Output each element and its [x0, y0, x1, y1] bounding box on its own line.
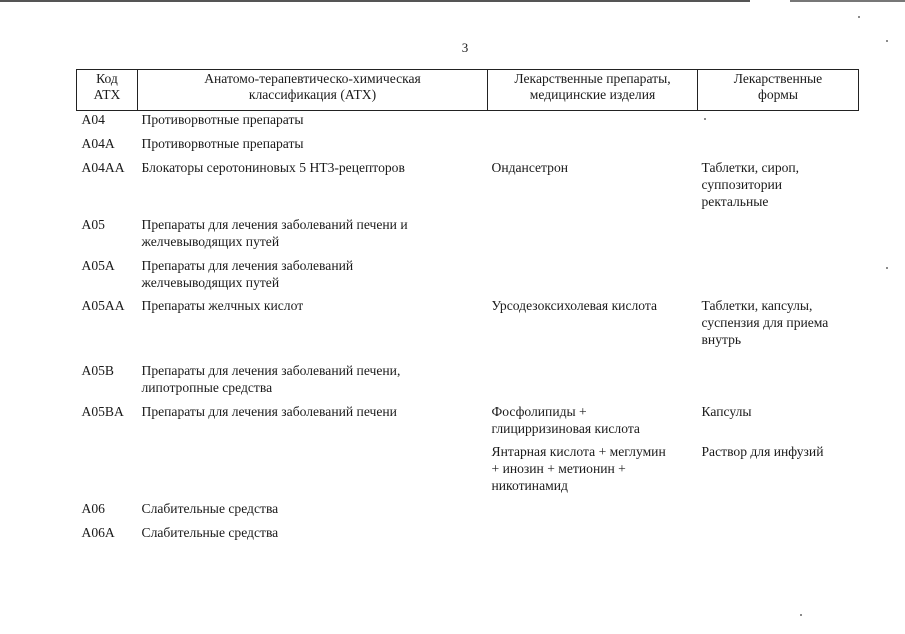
table-row [77, 257, 859, 297]
table-row [77, 443, 859, 500]
atc-classification: Блокаторы серотониновых 5 HT3-рецепторов [141, 160, 405, 175]
table-row [77, 111, 859, 136]
atc-classification: Препараты желчных кислот [141, 298, 304, 313]
scan-top-border [0, 0, 750, 2]
atc-drugs: Ондансетрон [491, 160, 569, 175]
atc-classification: Противорвотные препараты [141, 136, 304, 151]
table-row [77, 297, 859, 362]
header-forms: Лекарственные формы [698, 70, 859, 111]
atc-drugs [488, 216, 698, 257]
table-row [77, 135, 859, 159]
page-number: 3 [461, 40, 469, 55]
atc-forms: Капсулы [701, 404, 752, 419]
table-row [77, 524, 859, 548]
atc-forms [698, 524, 859, 548]
table-row [77, 500, 859, 524]
header-code: Код АТХ [77, 70, 138, 111]
table-header-row [77, 70, 859, 111]
table-row [77, 403, 859, 443]
atc-classification: Препараты для лечения заболеваний печени [141, 404, 397, 419]
atc-code [77, 443, 138, 500]
atc-code: A04AA [81, 160, 125, 175]
atc-classification: Препараты для лечения заболеваний желчевыводящих путей [141, 258, 354, 290]
scan-speck [886, 267, 888, 269]
atc-forms [698, 216, 859, 257]
atc-code: A05A [81, 258, 115, 273]
atc-classification: Противорвотные препараты [141, 112, 304, 127]
atc-classification: Слабительные средства [141, 501, 279, 516]
scan-speck [886, 40, 888, 42]
header-drugs: Лекарственные препараты, медицинские изделия [488, 70, 698, 111]
table-row [77, 159, 859, 216]
table-row [77, 216, 859, 257]
atc-forms [698, 362, 859, 403]
atc-drugs: Урсодезоксихолевая кислота [491, 298, 658, 313]
scan-top-border-right [790, 0, 905, 2]
atc-forms: Таблетки, сироп, суппозитории ректальные [701, 160, 800, 209]
atc-drugs: Фосфолипиды + глицирризиновая кислота [491, 404, 640, 436]
atc-drugs: Янтарная кислота + меглумин + инозин + метионин + никотинамид [491, 444, 666, 493]
atc-forms [698, 500, 859, 524]
atc-code: A04A [81, 136, 115, 151]
atc-forms [698, 135, 859, 159]
atc-code: A06A [81, 525, 115, 540]
atc-forms [698, 257, 859, 297]
atc-code: A06 [81, 501, 105, 516]
scan-speck [858, 16, 860, 18]
atc-classification: Препараты для лечения заболеваний печени и желчевыводящих путей [141, 217, 408, 249]
atc-classification: Слабительные средства [141, 525, 279, 540]
atc-table [76, 69, 859, 548]
atc-code: A05AA [81, 298, 125, 313]
table-row [77, 362, 859, 403]
atc-drugs [488, 135, 698, 159]
atc-code: A05B [81, 363, 114, 378]
atc-code: A05 [81, 217, 105, 232]
atc-classification [138, 443, 488, 500]
scan-speck [704, 118, 706, 120]
atc-drugs [488, 500, 698, 524]
atc-drugs [488, 111, 698, 136]
atc-forms: Таблетки, капсулы, суспензия для приема внутрь [701, 298, 829, 347]
header-classification: Анатомо-терапевтическо-химическая классификация (АТХ) [138, 70, 488, 111]
atc-code: A05BA [81, 404, 124, 419]
atc-classification: Препараты для лечения заболеваний печени, липотропные средства [141, 363, 401, 395]
atc-drugs [488, 362, 698, 403]
scan-speck [800, 614, 802, 616]
atc-drugs [488, 524, 698, 548]
atc-forms [698, 111, 859, 136]
atc-code: A04 [81, 112, 105, 127]
atc-drugs [488, 257, 698, 297]
atc-forms: Раствор для инфузий [701, 444, 824, 459]
